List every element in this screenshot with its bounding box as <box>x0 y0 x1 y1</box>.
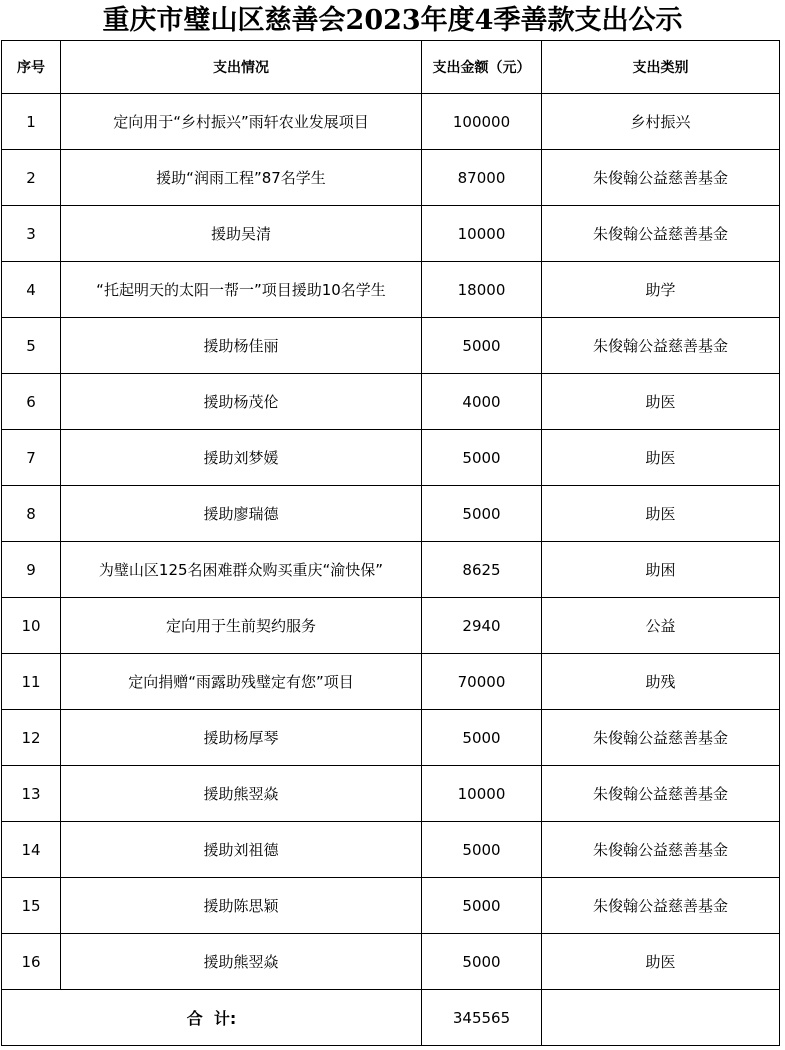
row-index: 15 <box>2 878 61 934</box>
row-category: 助医 <box>542 486 780 542</box>
row-index: 1 <box>2 94 61 150</box>
row-amount: 10000 <box>422 206 542 262</box>
row-description: 援助杨茂伦 <box>61 374 422 430</box>
row-description: 援助熊翌焱 <box>61 766 422 822</box>
table-row <box>2 150 780 206</box>
row-amount: 4000 <box>422 374 542 430</box>
row-index: 6 <box>2 374 61 430</box>
row-description: 援助杨厚琴 <box>61 710 422 766</box>
table-row <box>2 654 780 710</box>
table-row <box>2 430 780 486</box>
row-amount: 8625 <box>422 542 542 598</box>
table-row <box>2 542 780 598</box>
row-category: 朱俊翰公益慈善基金 <box>542 766 780 822</box>
row-amount: 10000 <box>422 766 542 822</box>
row-description: 援助熊翌焱 <box>61 934 422 990</box>
total-row <box>2 990 780 1046</box>
header-category: 支出类别 <box>542 41 780 94</box>
row-category: 朱俊翰公益慈善基金 <box>542 206 780 262</box>
row-index: 3 <box>2 206 61 262</box>
row-amount: 2940 <box>422 598 542 654</box>
row-description: 援助陈思颖 <box>61 878 422 934</box>
table-row <box>2 878 780 934</box>
row-amount: 5000 <box>422 710 542 766</box>
header-row <box>2 41 780 94</box>
table-row <box>2 766 780 822</box>
row-description: 定向用于生前契约服务 <box>61 598 422 654</box>
expenditure-table <box>1 40 780 1046</box>
row-description: 援助廖瑞德 <box>61 486 422 542</box>
row-category: 朱俊翰公益慈善基金 <box>542 822 780 878</box>
row-amount: 5000 <box>422 878 542 934</box>
total-amount: 345565 <box>422 990 542 1046</box>
row-category: 助残 <box>542 654 780 710</box>
row-index: 12 <box>2 710 61 766</box>
row-index: 14 <box>2 822 61 878</box>
row-description: 援助杨佳丽 <box>61 318 422 374</box>
row-amount: 70000 <box>422 654 542 710</box>
row-description: 援助“润雨工程”87名学生 <box>61 150 422 206</box>
total-category <box>542 990 780 1046</box>
row-category: 朱俊翰公益慈善基金 <box>542 150 780 206</box>
header-amount: 支出金额（元） <box>422 41 542 94</box>
row-description: 为璧山区125名困难群众购买重庆“渝快保” <box>61 542 422 598</box>
row-category: 助学 <box>542 262 780 318</box>
row-description: 援助吴清 <box>61 206 422 262</box>
row-category: 助医 <box>542 374 780 430</box>
row-amount: 18000 <box>422 262 542 318</box>
row-category: 乡村振兴 <box>542 94 780 150</box>
header-index: 序号 <box>2 41 61 94</box>
row-amount: 87000 <box>422 150 542 206</box>
row-index: 4 <box>2 262 61 318</box>
row-description: 援助刘梦媛 <box>61 430 422 486</box>
row-category: 助医 <box>542 430 780 486</box>
row-index: 11 <box>2 654 61 710</box>
row-amount: 5000 <box>422 430 542 486</box>
row-category: 助医 <box>542 934 780 990</box>
table-row <box>2 934 780 990</box>
row-amount: 5000 <box>422 822 542 878</box>
row-index: 7 <box>2 430 61 486</box>
row-amount: 5000 <box>422 934 542 990</box>
row-amount: 5000 <box>422 486 542 542</box>
row-category: 朱俊翰公益慈善基金 <box>542 878 780 934</box>
row-category: 朱俊翰公益慈善基金 <box>542 318 780 374</box>
table-row <box>2 822 780 878</box>
row-index: 2 <box>2 150 61 206</box>
table-row <box>2 318 780 374</box>
row-category: 朱俊翰公益慈善基金 <box>542 710 780 766</box>
row-amount: 5000 <box>422 318 542 374</box>
table-row <box>2 206 780 262</box>
row-description: 援助刘祖德 <box>61 822 422 878</box>
page-title: 重庆市璧山区慈善会2023年度4季善款支出公示 <box>102 5 683 36</box>
row-index: 8 <box>2 486 61 542</box>
row-index: 10 <box>2 598 61 654</box>
row-description: 定向用于“乡村振兴”雨轩农业发展项目 <box>61 94 422 150</box>
table-row <box>2 598 780 654</box>
row-index: 13 <box>2 766 61 822</box>
row-category: 助困 <box>542 542 780 598</box>
table-row <box>2 374 780 430</box>
row-index: 5 <box>2 318 61 374</box>
row-amount: 100000 <box>422 94 542 150</box>
table-row <box>2 486 780 542</box>
row-index: 9 <box>2 542 61 598</box>
total-label: 合 计: <box>2 990 422 1046</box>
table-row <box>2 94 780 150</box>
row-description: 定向捐赠“雨露助残璧定有您”项目 <box>61 654 422 710</box>
row-description: “托起明天的太阳一帮一”项目援助10名学生 <box>61 262 422 318</box>
header-description: 支出情况 <box>61 41 422 94</box>
table-row <box>2 710 780 766</box>
table-row <box>2 262 780 318</box>
row-category: 公益 <box>542 598 780 654</box>
row-index: 16 <box>2 934 61 990</box>
